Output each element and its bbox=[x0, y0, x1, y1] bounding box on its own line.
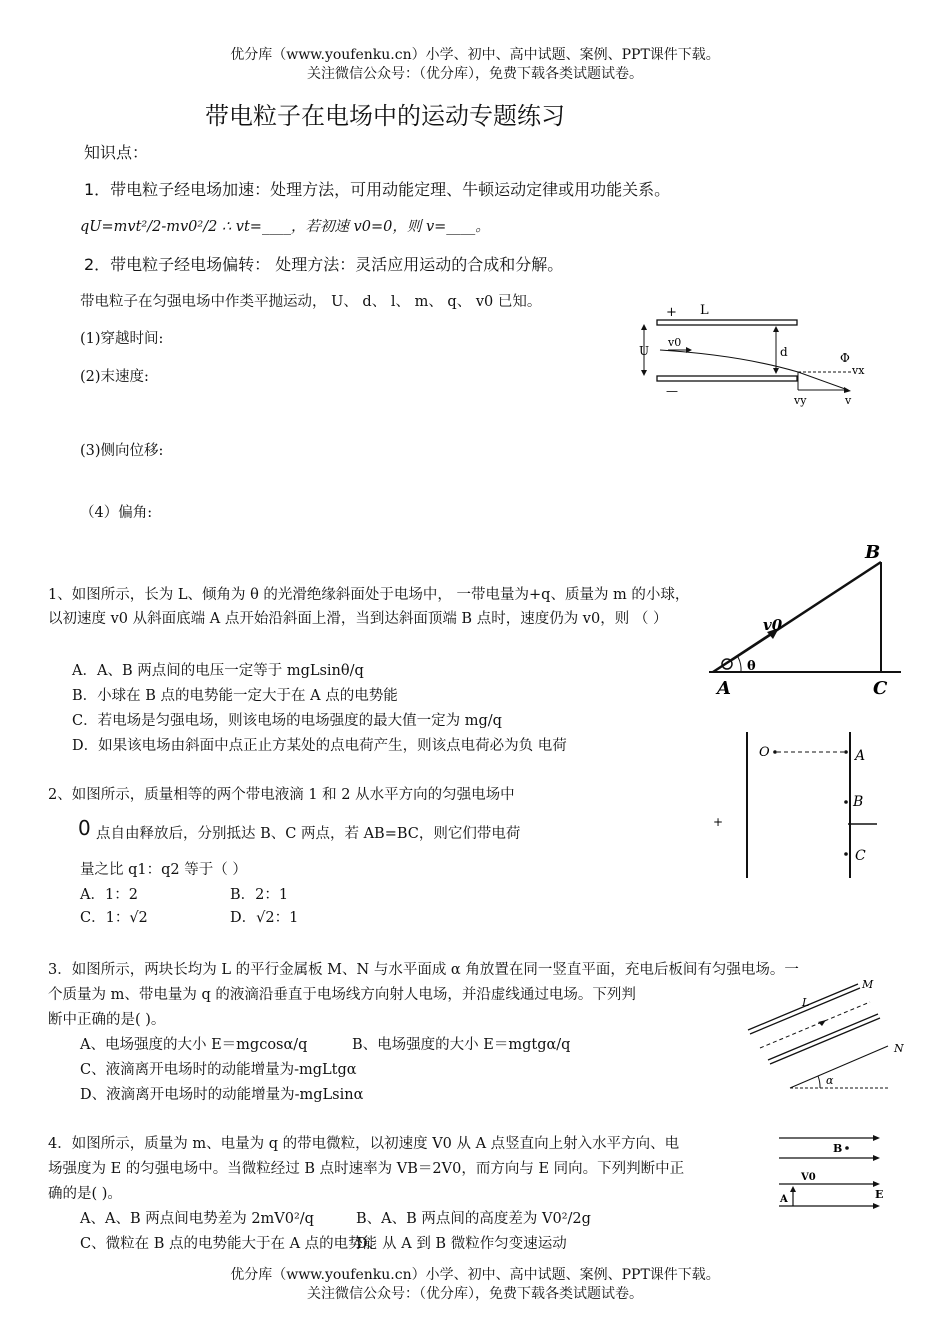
problem-1-option-c: C．若电场是匀强电场，则该电场的电场强度的最大值一定为 mg/q bbox=[72, 713, 502, 729]
point-c-label: C bbox=[873, 678, 888, 699]
alpha-label: α bbox=[826, 1074, 834, 1087]
v0-label: V0 bbox=[801, 1172, 816, 1183]
problem-3-option-b: B、电场强度的大小 E＝mgtgα/q bbox=[352, 1037, 571, 1053]
point-o-label: O bbox=[759, 745, 770, 760]
length-label: L bbox=[802, 996, 810, 1009]
point-a-label: A bbox=[717, 678, 731, 699]
field-e-label: E bbox=[875, 1188, 884, 1201]
vx-label: vx bbox=[852, 364, 865, 377]
incline-diagram bbox=[705, 540, 905, 700]
point-a-label: A bbox=[780, 1194, 788, 1205]
problem-3-line-3: 断中正确的是( )。 bbox=[48, 1012, 166, 1028]
knowledge-heading: 知识点： bbox=[84, 143, 149, 162]
footer-line-1: 优分库（www.youfenku.cn）小学、初中、高中试题、案例、PPT课件下载。 bbox=[230, 1267, 720, 1283]
problem-4-option-c: C、微粒在 B 点的电势能大于在 A 点的电势能 bbox=[80, 1236, 378, 1252]
minus-sign: — bbox=[666, 384, 678, 398]
v0-label: v0 bbox=[668, 336, 682, 349]
knowledge-item-2: 2．带电粒子经电场偏转： 处理方法：灵活应用运动的合成和分解。 bbox=[84, 255, 564, 274]
distance-label: d bbox=[780, 345, 788, 359]
problem-2-option-c: C．1：√2 bbox=[80, 910, 148, 926]
problem-2-point-o: 0 bbox=[78, 816, 91, 840]
knowledge-intro-2: 带电粒子在匀强电场中作类平抛运动， U、 d、 l、 m、 q、 v0 已知。 bbox=[80, 294, 542, 310]
problem-4-line-3: 确的是( )。 bbox=[48, 1186, 122, 1202]
problem-3-line-1: 3．如图所示，两块长均为 L 的平行金属板 M、N 与水平面成 α 角放置在同一竖直平面，充电后板间有匀强电场。一 bbox=[48, 962, 799, 978]
problem-1-option-a: A．A、B 两点间的电压一定等于 mgLsinθ/q bbox=[72, 663, 364, 679]
question-time: (1)穿越时间: bbox=[80, 331, 164, 347]
problem-4-option-d: D、从 A 到 B 微粒作匀变速运动 bbox=[356, 1236, 567, 1252]
problem-3-option-c: C、液滴离开电场时的动能增量为-mgLtgα bbox=[80, 1062, 357, 1078]
problem-2-option-b: B．2：1 bbox=[230, 887, 289, 903]
page-title: 带电粒子在电场中的运动专题练习 bbox=[205, 102, 565, 130]
problem-1-option-b: B．小球在 B 点的电势能一定大于在 A 点的电势能 bbox=[72, 688, 398, 704]
problem-1-option-d: D．如果该电场由斜面中点正止方某处的点电荷产生，则该点电荷必为负 电荷 bbox=[72, 738, 567, 754]
problem-3-line-2: 个质量为 m、带电量为 q 的液滴沿垂直于电场线方向射人电场，并沿虚线通过电场。下列判 bbox=[48, 987, 636, 1003]
problem-3-option-d: D、液滴离开电场时的动能增量为-mgLsinα bbox=[80, 1087, 364, 1103]
phi-label: Φ bbox=[840, 351, 850, 365]
question-final-speed: (2)末速度: bbox=[80, 369, 149, 385]
point-a-label: A bbox=[855, 748, 866, 764]
vy-label: vy bbox=[794, 394, 807, 407]
plate-n-label: N bbox=[894, 1042, 904, 1055]
formula-1: qU=mvt²/2-mv0²/2 ∴ vt=____，若初速 v0=0，则 v=____。 bbox=[80, 219, 490, 235]
field-arrows-diagram bbox=[775, 1128, 885, 1213]
v-label: v bbox=[845, 394, 852, 407]
question-angle: （4）偏角: bbox=[80, 505, 153, 521]
knowledge-item-1: 1．带电粒子经电场加速：处理方法，可用动能定理、牛顿运动定律或用功能关系。 bbox=[84, 180, 671, 199]
problem-2-line-1: 2、如图所示，质量相等的两个带电液滴 1 和 2 从水平方向的匀强电场中 bbox=[48, 787, 515, 803]
inclined-plates-diagram bbox=[738, 976, 918, 1096]
problem-4-option-b: B、A、B 两点间的高度差为 V0²/2g bbox=[356, 1211, 591, 1227]
problem-4-option-a: A、A、B 两点间电势差为 2mV0²/q bbox=[80, 1211, 314, 1227]
theta-label: θ bbox=[747, 659, 756, 674]
plus-sign: + bbox=[713, 815, 724, 829]
voltage-label: U bbox=[639, 344, 650, 358]
problem-4-line-2: 场强度为 E 的匀强电场中。当微粒经过 B 点时速率为 VB＝2V0，而方向与 E 同向。下列判断中正 bbox=[48, 1161, 685, 1177]
problem-1-stem: 1、如图所示，长为 L、倾角为 θ 的光滑绝缘斜面处于电场中， 一带电量为+q、质量为 m 的小球，以初速度 v0 从斜面底端 A 点开始沿斜面上滑，当到达斜面顶端 B 点时，速度仍为 v0，则 （ ） bbox=[48, 587, 690, 627]
problem-4-line-1: 4．如图所示，质量为 m、电量为 q 的带电微粒，以初速度 V0 从 A 点竖直向上射入水平方向、电 bbox=[48, 1136, 680, 1152]
length-label: L bbox=[700, 303, 709, 318]
point-b-label: B bbox=[833, 1142, 843, 1155]
header-line-2: 关注微信公众号：（优分库），免费下载各类试题试卷。 bbox=[307, 66, 643, 82]
droplets-diagram bbox=[705, 728, 885, 884]
point-c-label: C bbox=[855, 848, 866, 864]
plate-m-label: M bbox=[862, 978, 874, 991]
header-line-1: 优分库（www.youfenku.cn）小学、初中、高中试题、案例、PPT课件下载。 bbox=[230, 47, 720, 63]
deflection-diagram bbox=[630, 300, 880, 415]
problem-2-option-a: A．1：2 bbox=[80, 887, 138, 903]
point-b-label: B bbox=[853, 794, 864, 810]
point-b-label: B bbox=[865, 542, 881, 563]
problem-2-option-d: D．√2：1 bbox=[230, 910, 299, 926]
plus-sign: + bbox=[666, 305, 677, 320]
problem-2-line-2: 点自由释放后，分别抵达 B、C 两点，若 AB=BC，则它们带电荷 bbox=[96, 826, 521, 842]
problem-2-line-3: 量之比 q1：q2 等于（ ） bbox=[80, 862, 247, 878]
problem-3-option-a: A、电场强度的大小 E＝mgcosα/q bbox=[80, 1037, 308, 1053]
question-displacement: (3)侧向位移: bbox=[80, 443, 164, 459]
footer-line-2: 关注微信公众号：（优分库），免费下载各类试题试卷。 bbox=[307, 1286, 643, 1302]
v0-label: v0 bbox=[763, 616, 783, 634]
